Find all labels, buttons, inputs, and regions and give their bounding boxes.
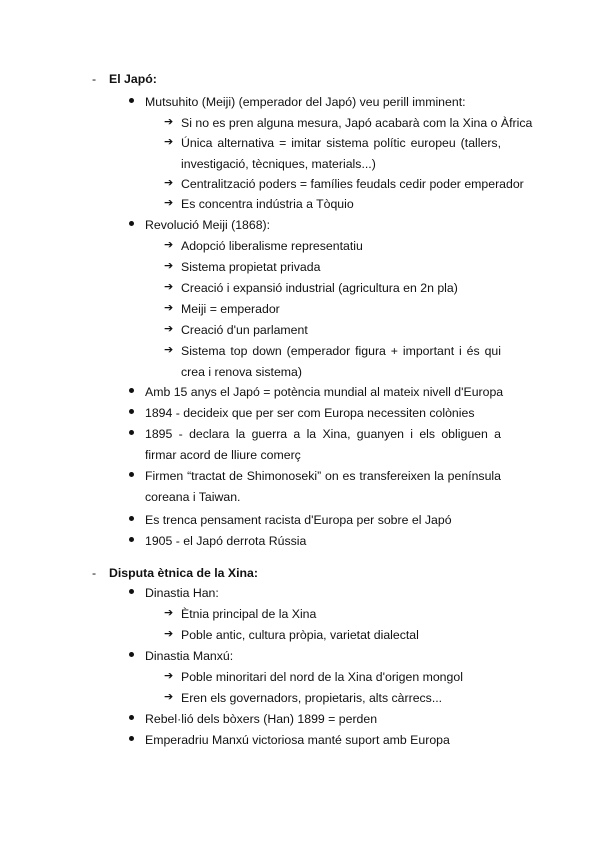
arrow-icon: ➔ (164, 344, 174, 356)
bullet-icon (129, 98, 134, 103)
sub-list-item: ➔ Creació i expansió industrial (agricultura en 2n pla) (181, 278, 501, 299)
arrow-icon: ➔ (164, 116, 174, 128)
sub-list-item: ➔ Si no es pren alguna mesura, Japó acabarà com la Xina o Àfrica (181, 113, 501, 134)
section-dash: - (92, 72, 97, 86)
bullet-icon (129, 221, 134, 226)
bullet-icon (129, 589, 134, 594)
sub-list-item: ➔ Creació d'un parlament (181, 320, 501, 341)
bullet-icon (129, 409, 134, 414)
list-item: 1895 - declara la guerra a la Xina, guanyen i els obliguen a firmar acord de lliure comerç (145, 424, 501, 466)
arrow-icon: ➔ (164, 197, 174, 209)
list-item: Rebel·lió dels bòxers (Han) 1899 = perden (145, 709, 501, 730)
bullet-icon (129, 715, 134, 720)
list-item: Dinastia Manxú: (145, 646, 501, 667)
sub-list-item: ➔ Sistema top down (emperador figura + important i és qui crea i renova sistema) (181, 341, 501, 383)
bullet-icon (129, 537, 134, 542)
arrow-icon: ➔ (164, 281, 174, 293)
arrow-icon: ➔ (164, 302, 174, 314)
arrow-icon: ➔ (164, 177, 174, 189)
bullet-icon (129, 652, 134, 657)
list-item: Revolució Meiji (1868): (145, 215, 501, 236)
arrow-icon: ➔ (164, 607, 174, 619)
sub-list-item: ➔ Sistema propietat privada (181, 257, 501, 278)
section-heading: Disputa ètnica de la Xina: (109, 566, 258, 580)
sub-list-item: ➔ Poble minoritari del nord de la Xina d'origen mongol (181, 667, 501, 688)
list-item: 1894 - decideix que per ser com Europa necessiten colònies (145, 403, 501, 424)
arrow-icon: ➔ (164, 691, 174, 703)
section-dash: - (92, 566, 97, 580)
sub-list-item: ➔ Adopció liberalisme representatiu (181, 236, 501, 257)
arrow-icon: ➔ (164, 628, 174, 640)
bullet-icon (129, 388, 134, 393)
arrow-icon: ➔ (164, 136, 174, 148)
list-item: 1905 - el Japó derrota Rússia (145, 531, 501, 552)
arrow-icon: ➔ (164, 239, 174, 251)
sub-list-item: ➔ Meiji = emperador (181, 299, 501, 320)
sub-list-item: ➔ Eren els governadors, propietaris, alts càrrecs... (181, 688, 501, 709)
list-item: Emperadriu Manxú victoriosa manté suport amb Europa (145, 730, 501, 751)
bullet-icon (129, 430, 134, 435)
list-item: Dinastia Han: (145, 583, 501, 604)
arrow-icon: ➔ (164, 670, 174, 682)
list-item: Amb 15 anys el Japó = potència mundial al mateix nivell d'Europa (145, 382, 501, 403)
sub-list-item: ➔ Poble antic, cultura pròpia, varietat dialectal (181, 625, 501, 646)
arrow-icon: ➔ (164, 260, 174, 272)
arrow-icon: ➔ (164, 323, 174, 335)
bullet-icon (129, 736, 134, 741)
sub-list-item: ➔ Única alternativa = imitar sistema polític europeu (tallers, investigació, tècniques, materials...) (181, 133, 501, 175)
sub-list-item: ➔ Centralització poders = famílies feudals cedir poder emperador (181, 174, 501, 195)
list-item: Firmen “tractat de Shimonoseki” on es transfereixen la península coreana i Taiwan. (145, 466, 501, 508)
list-item: Es trenca pensament racista d'Europa per sobre el Japó (145, 510, 501, 531)
bullet-icon (129, 472, 134, 477)
bullet-icon (129, 516, 134, 521)
sub-list-item: ➔ Es concentra indústria a Tòquio (181, 194, 501, 215)
section-heading: El Japó: (109, 72, 157, 86)
list-item: Mutsuhito (Meiji) (emperador del Japó) veu perill imminent: (145, 92, 501, 113)
sub-list-item: ➔ Ètnia principal de la Xina (181, 604, 501, 625)
